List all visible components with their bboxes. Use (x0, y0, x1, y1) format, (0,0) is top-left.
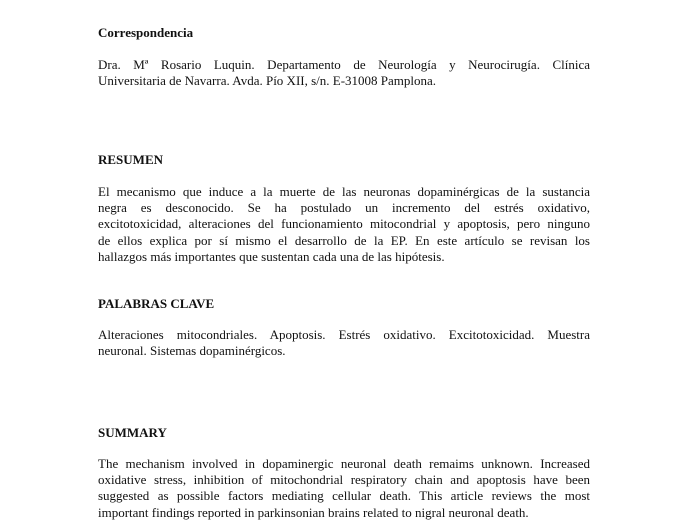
palabras-clave-line: neuronal. Sistemas dopaminérgicos. (98, 343, 286, 359)
palabras-clave-line: Alteraciones mitocondriales. Apoptosis. Estrés oxidativo. Excitotoxicidad. Muestra (98, 327, 590, 342)
summary-line: The mechanism involved in dopaminergic neuronal death remaims unknown. Increased (98, 456, 590, 471)
summary-line: important findings reported in parkinsonian brains related to nigral neuronal death. (98, 504, 529, 520)
resumen-line: El mecanismo que induce a la muerte de las neuronas dopaminérgicas de la sustancia (98, 184, 590, 199)
summary-line: suggested as possible factors mediating cellular death. This article reviews the most (98, 488, 590, 504)
resumen-heading: RESUMEN (98, 152, 164, 167)
correspondencia-heading: Correspondencia (98, 25, 194, 40)
resumen-line: excitotoxicidad, alteraciones del funcionamiento mitocondrial y apoptosis, pero ninguno (98, 216, 590, 232)
resumen-line: hallazgos más importantes que sustentan cada una de las hipótesis. (98, 248, 445, 264)
resumen-paragraph (98, 184, 590, 265)
palabras-clave-heading: PALABRAS CLAVE (98, 296, 215, 311)
correspondencia-line: Dra. Mª Rosario Luquin. Departamento de Neurología y Neurocirugía. Clínica (98, 57, 590, 72)
summary-paragraph (98, 456, 590, 521)
summary-line: oxidative stress, inhibition of mitochondrial respiratory chain and apoptosis have been (98, 472, 590, 488)
resumen-line: negra es desconocido. Se ha postulado un incremento del estrés oxidativo, (98, 200, 590, 216)
correspondencia-line: Universitaria de Navarra. Avda. Pío XII, s/n. E-31008 Pamplona. (98, 73, 437, 89)
summary-heading: SUMMARY (98, 425, 167, 440)
palabras-clave-paragraph (98, 327, 590, 359)
correspondencia-paragraph (98, 57, 590, 89)
resumen-line: de ellos explica por sí mismo el desarrollo de la EP. En este artículo se revisan los (98, 232, 590, 248)
